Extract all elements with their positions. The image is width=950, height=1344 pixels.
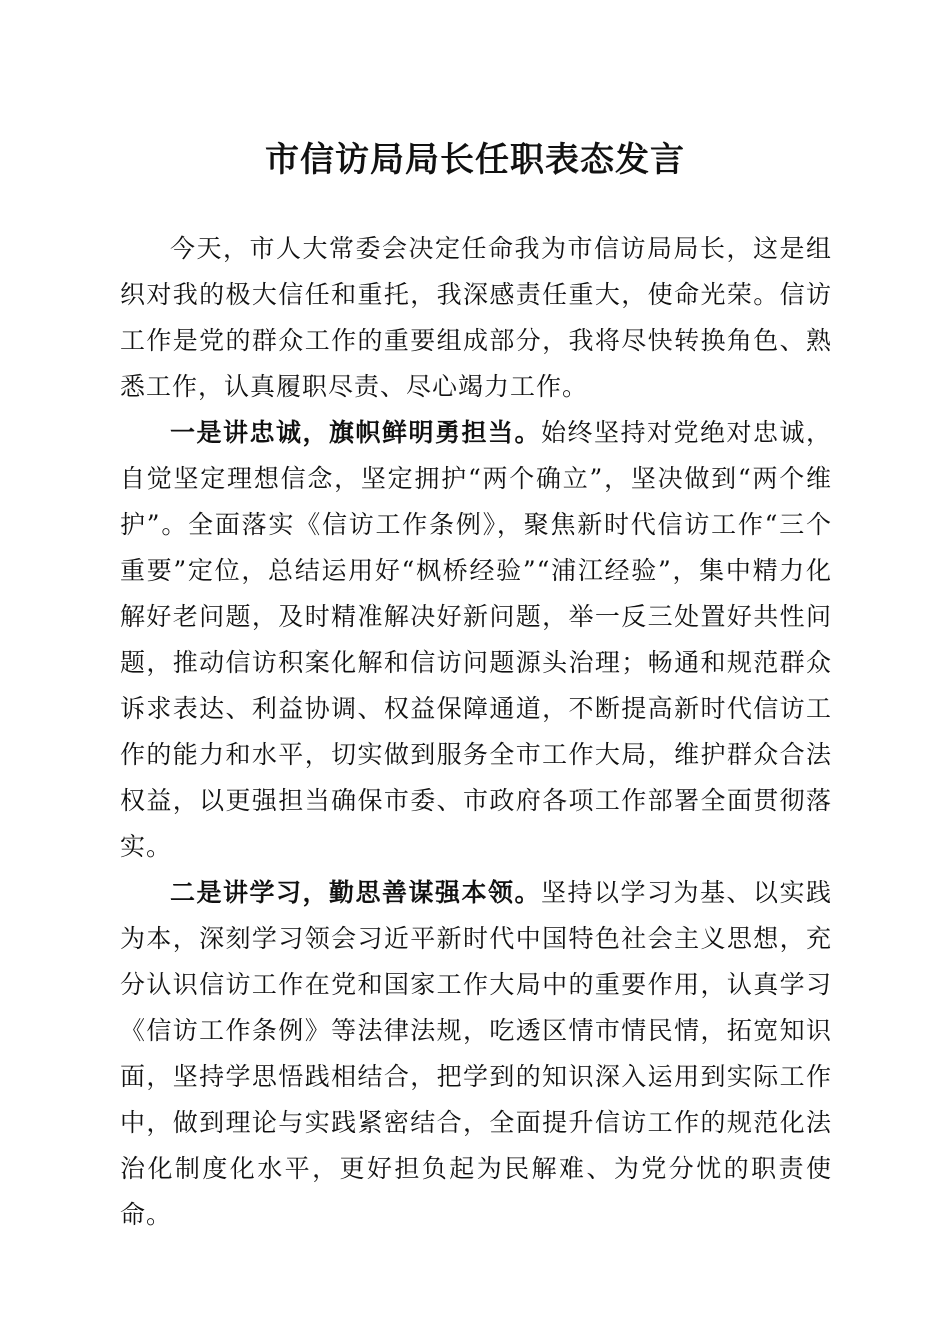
paragraph-lead: 二是讲学习，勤思善谋强本领。 [170,878,541,907]
paragraph-text: 坚持以学习为基、以实践为本，深刻学习领会习近平新时代中国特色社会主义思想，充分认识信访工作在党和国家工作大局中的重要作用，认真学习《信访工作条例》等法律法规，吃透区情市情民情，拓宽知识面，坚持学思悟践相结合，把学到的知识深入运用到实际工作中，做到理论与实践紧密结合，全面提升信访工作的规范化法治化制度化水平，更好担负起为民解难、为党分忧的职责使命。 [120,878,832,1229]
paragraph-text: 始终坚持对党绝对忠诚，自觉坚定理想信念，坚定拥护“两个确立”，坚决做到“两个维护”。全面落实《信访工作条例》，聚焦新时代信访工作“三个重要”定位，总结运用好“枫桥经验”“浦江经验”，集中精力化解好老问题，及时精准解决好新问题，举一反三处置好共性问题，推动信访积案化解和信访问题源头治理；畅通和规范群众诉求表达、利益协调、权益保障通道，不断提高新时代信访工作的能力和水平，切实做到服务全市工作大局，维护群众合法权益，以更强担当确保市委、市政府各项工作部署全面贯彻落实。 [120,418,832,861]
paragraph-loyalty [120,410,832,870]
document-title: 市信访局局长任职表态发言 [265,140,685,180]
paragraph-lead: 一是讲忠诚，旗帜鲜明勇担当。 [170,418,541,447]
paragraph-learning [120,870,832,1238]
paragraph-text: 今天，市人大常委会决定任命我为市信访局局长，这是组织对我的极大信任和重托，我深感责任重大，使命光荣。信访工作是党的群众工作的重要组成部分，我将尽快转换角色、熟悉工作，认真履职尽责、尽心竭力工作。 [120,234,832,401]
document-body [120,226,832,1238]
paragraph-intro [120,226,832,410]
